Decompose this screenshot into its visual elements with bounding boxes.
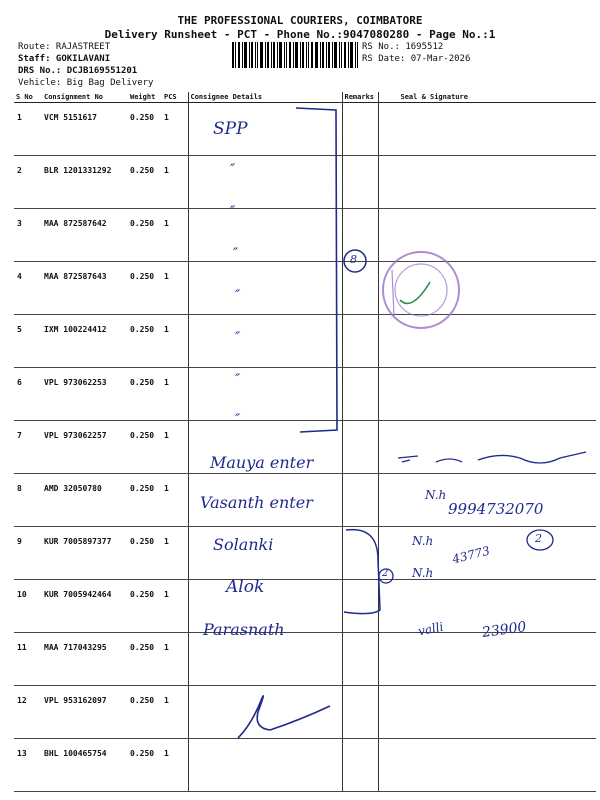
consignment-cell: VPL 973062253 [42, 368, 128, 421]
sno-cell: 2 [14, 156, 42, 209]
weight-cell: 0.250 [128, 580, 162, 633]
bracket-rows-1-8 [296, 108, 337, 432]
hand-ditto: ″ [230, 162, 236, 178]
col-header-seal: Seal & Signature [378, 92, 596, 103]
sno-cell: 1 [14, 103, 42, 156]
sno-cell: 11 [14, 633, 42, 686]
col-header-pcs: PCS [162, 92, 188, 103]
col-header-sno: S No [14, 92, 42, 103]
staff-label: Staff: GOKILAVANI [18, 54, 111, 64]
pcs-cell: 1 [162, 156, 188, 209]
consignment-cell: KUR 7005897377 [42, 527, 128, 580]
hand-ditto: ″ [235, 288, 241, 304]
consignment-cell: BHL 100465754 [42, 739, 128, 792]
col-header-consignment: Consignment No [42, 92, 128, 103]
consignment-cell: BLR 1201331292 [42, 156, 128, 209]
pcs-cell: 1 [162, 209, 188, 262]
vehicle-label: Vehicle: Big Bag Delivery [18, 78, 154, 88]
hand-pair-count: 2 [382, 568, 389, 579]
runsheet-subtitle: Delivery Runsheet - PCT - Phone No.:9047080280 - Page No.:1 [104, 28, 496, 41]
sno-cell: 6 [14, 368, 42, 421]
weight-cell: 0.250 [128, 103, 162, 156]
consignment-cell: VCM 5151617 [42, 103, 128, 156]
consignment-cell: VPL 953162097 [42, 686, 128, 739]
stamp-checkmark [400, 282, 430, 303]
hand-valli-number: 23900 [481, 618, 528, 642]
col-header-remarks: Remarks [342, 92, 378, 103]
seal-stamp [383, 252, 459, 328]
weight-cell: 0.250 [128, 421, 162, 474]
weight-cell: 0.250 [128, 368, 162, 421]
company-title: THE PROFESSIONAL COURIERS, COIMBATORE [177, 14, 423, 27]
weight-cell: 0.250 [128, 209, 162, 262]
consignment-cell: AMD 32050780 [42, 474, 128, 527]
weight-cell: 0.250 [128, 633, 162, 686]
bottom-signature [238, 696, 330, 738]
row9-signature [398, 452, 586, 463]
hand-ditto: ″ [233, 246, 239, 262]
sno-cell: 3 [14, 209, 42, 262]
consignment-cell: VPL 973062257 [42, 421, 128, 474]
pcs-cell: 1 [162, 686, 188, 739]
hand-valli: valli [416, 619, 445, 639]
pcs-cell: 1 [162, 739, 188, 792]
hand-row12-name: Alok [226, 577, 265, 597]
hand-row13-name: Parasnath [203, 620, 285, 639]
consignment-cell: IXM 100224412 [42, 315, 128, 368]
sno-cell: 13 [14, 739, 42, 792]
sno-cell: 10 [14, 580, 42, 633]
sno-cell: 4 [14, 262, 42, 315]
weight-cell: 0.250 [128, 315, 162, 368]
consignment-cell: MAA 872587643 [42, 262, 128, 315]
col-header-consignee: Consignee Details [188, 92, 342, 103]
hand-row10-name: Vasanth enter [200, 493, 313, 512]
pcs-cell: 1 [162, 421, 188, 474]
hand-row1-spp: SPP [213, 119, 248, 139]
pcs-cell: 1 [162, 103, 188, 156]
hand-ditto: ″ [230, 204, 236, 220]
sno-cell: 5 [14, 315, 42, 368]
rs-number: RS No.: 1695512 [362, 42, 444, 52]
weight-cell: 0.250 [128, 156, 162, 209]
hand-circle-2: 2 [535, 532, 542, 545]
hand-ditto: ″ [235, 412, 241, 428]
weight-cell: 0.250 [128, 262, 162, 315]
pcs-cell: 1 [162, 474, 188, 527]
hand-group-count: 8 [350, 253, 357, 266]
hand-nh2: N.h [412, 566, 434, 580]
pcs-cell: 1 [162, 262, 188, 315]
pcs-cell: 1 [162, 315, 188, 368]
consignment-cell: MAA 717043295 [42, 633, 128, 686]
sno-cell: 8 [14, 474, 42, 527]
weight-cell: 0.250 [128, 527, 162, 580]
hand-lnt: N.h [425, 488, 447, 502]
pcs-cell: 1 [162, 633, 188, 686]
sno-cell: 7 [14, 421, 42, 474]
weight-cell: 0.250 [128, 686, 162, 739]
pcs-cell: 1 [162, 527, 188, 580]
hand-row9-name: Mauya enter [210, 453, 314, 472]
hand-phone: 9994732070 [448, 500, 544, 518]
pcs-cell: 1 [162, 368, 188, 421]
hand-nh2-number: 43773 [450, 543, 492, 567]
bracket-rows-11-13 [344, 530, 380, 614]
route-label: Route: RAJASTREET [18, 42, 111, 52]
weight-cell: 0.250 [128, 739, 162, 792]
hand-ditto: ″ [235, 330, 241, 346]
drs-number: DRS No.: DCJB169551201 [18, 66, 138, 76]
consignment-cell: KUR 7005942464 [42, 580, 128, 633]
hand-nh: N.h [412, 534, 434, 548]
hand-ditto: ″ [235, 372, 241, 388]
consignment-cell: MAA 872587642 [42, 209, 128, 262]
weight-cell: 0.250 [128, 474, 162, 527]
rs-date: RS Date: 07-Mar-2026 [362, 54, 471, 64]
pcs-cell: 1 [162, 580, 188, 633]
col-header-weight: Weight [128, 92, 162, 103]
sno-cell: 9 [14, 527, 42, 580]
sno-cell: 12 [14, 686, 42, 739]
hand-row11-name: Solanki [213, 535, 274, 554]
